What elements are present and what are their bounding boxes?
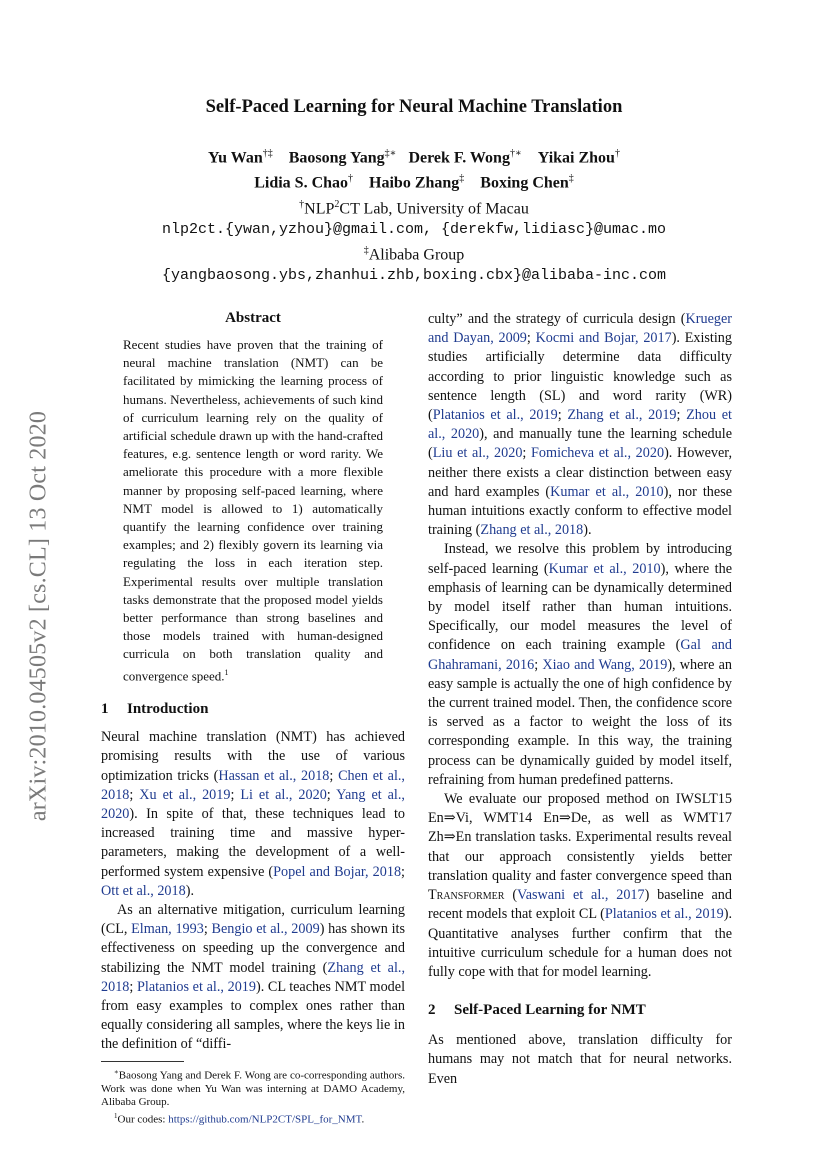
citation-link[interactable]: Xu et al., 2019 bbox=[139, 786, 231, 803]
affiliation-mark: † bbox=[348, 173, 354, 185]
affiliation-mark: †∗ bbox=[509, 148, 522, 159]
citation-link[interactable]: Zhang et al., 2018 bbox=[480, 522, 584, 539]
citation-link[interactable]: Hassan et al., 2018 bbox=[218, 767, 330, 784]
affiliation-mark: † bbox=[299, 198, 305, 210]
author-block bbox=[0, 143, 828, 286]
right-column bbox=[428, 310, 732, 1089]
model-name: Transformer bbox=[428, 887, 505, 904]
citation-link[interactable]: Platanios et al., 2019 bbox=[604, 906, 724, 923]
affiliation-name: NLP bbox=[304, 199, 335, 217]
footnote-1: ∗Baosong Yang and Derek F. Wong are co-corresponding authors. Work was done when Yu Wan was interning at DAMO Academy, Alibaba Group. bbox=[101, 1067, 405, 1109]
section-heading-spl bbox=[428, 1002, 732, 1019]
abstract-body bbox=[123, 336, 383, 685]
author-name: Yu Wan bbox=[208, 149, 263, 167]
email-line-2: {yangbaosong.ybs,zhanhui.zhb,boxing.cbx}@alibaba-inc.com bbox=[161, 267, 667, 285]
citation-link[interactable]: Liu et al., 2020 bbox=[432, 445, 523, 462]
email-line-1: nlp2ct.{ywan,yzhou}@gmail.com, {derekfw,lidiasc}@umac.mo bbox=[161, 220, 667, 238]
section-number: 1 bbox=[101, 701, 109, 718]
code-link[interactable]: https://github.com/NLP2CT/SPL_for_NMT bbox=[168, 1113, 362, 1126]
citation-link[interactable]: Zhang et al., 2018 bbox=[101, 959, 405, 995]
author-line-2 bbox=[0, 168, 828, 193]
intro-paragraph-2-cont: culty” and the strategy of curricula design (Krueger and Dayan, 2009; Kocmi and Bojar, 2017). Existing studies artificially determine data difficulty according to prior linguistic knowledge such as sentence length (SL) and word rarity (WR) (Platanios et al., 2019; Zhang et al., 2019; Zhou et al., 2020), and manually tune the learning schedule (Liu et al., 2020; Fomicheva et al., 2020). However, neither there exists a clear distinction between easy and hard examples (Kumar et al., 2010), nor these human intuitions exactly conform to effective model training (Zhang et al., 2018). bbox=[428, 311, 733, 539]
intro-paragraph-2: As an alternative mitigation, curriculum learning (CL, Elman, 1993; Bengio et al., 2009) has shown its effectiveness on speeding up the convergence and stabilizing the NMT model training (Zhang et al., 2018; Platanios et al., 2019). CL teaches NMT model from easy examples to complex ones rather than equally considering all samples, where the keys lie in the definition of “diffi- bbox=[101, 902, 406, 1053]
affiliation-2 bbox=[0, 240, 828, 265]
author-name: Baosong Yang bbox=[288, 149, 385, 167]
citation-link[interactable]: Chen et al., 2018 bbox=[101, 767, 405, 803]
affiliation-mark: ‡ bbox=[459, 173, 465, 185]
citation-link[interactable]: Krueger and Dayan, 2009 bbox=[428, 311, 732, 347]
citation-link[interactable]: Ott et al., 2018 bbox=[101, 882, 186, 899]
section-heading-intro bbox=[101, 701, 405, 718]
affiliation-name: CT Lab, University of Macau bbox=[339, 199, 529, 217]
left-column bbox=[101, 310, 405, 1127]
author-name: Derek F. Wong bbox=[408, 149, 510, 167]
citation-link[interactable]: Kumar et al., 2010 bbox=[550, 483, 664, 500]
citation-link[interactable]: Vaswani et al., 2017 bbox=[517, 887, 645, 904]
footnote-rule bbox=[101, 1061, 184, 1062]
citation-link[interactable]: Platanios et al., 2019 bbox=[137, 978, 256, 995]
citation-link[interactable]: Platanios et al., 2019 bbox=[432, 407, 558, 424]
section-number: 2 bbox=[428, 1002, 436, 1019]
citation-link[interactable]: Elman, 1993 bbox=[131, 921, 204, 938]
abstract-heading: Abstract bbox=[225, 310, 281, 326]
citation-link[interactable]: Popel and Bojar, 2018 bbox=[273, 863, 402, 880]
intro-paragraph-3: Instead, we resolve this problem by introducing self-paced learning (Kumar et al., 2010), where the emphasis of learning can be dynamically determined by model itself rather than human intuitions. Specifically, our model measures the level of confidence on each training example (Gal and Ghahramani, 2016; Xiao and Wang, 2019), where an easy sample is actually the one of high confidence by the current trained model. Then, the confidence score is served as a factor to weight the loss of its corresponding example. In this way, the training process can be dynamically guided by model itself, refraining from human predefined patterns. bbox=[428, 541, 732, 788]
affiliation-mark: ‡ bbox=[363, 244, 369, 256]
citation-link[interactable]: Kumar et al., 2010 bbox=[548, 560, 661, 577]
paper-title: Self-Paced Learning for Neural Machine Translation bbox=[205, 97, 623, 117]
footnote-mark: 1 bbox=[224, 667, 229, 677]
affiliation-mark: †‡ bbox=[262, 148, 273, 159]
intro-paragraph-1: Neural machine translation (NMT) has achieved promising results with the use of various optimization tricks (Hassan et al., 2018; Chen et al., 2018; Xu et al., 2019; Li et al., 2020; Yang et al., 2020). In spite of that, these techniques lead to increased training time and massive hyper-parameters, making the development of a well-performed system expensive (Popel and Bojar, 2018; Ott et al., 2018). bbox=[101, 729, 405, 899]
citation-link[interactable]: Bengio et al., 2009 bbox=[211, 921, 320, 938]
citation-link[interactable]: Zhou et al., 2020 bbox=[428, 407, 732, 443]
affiliation-superscript: 2 bbox=[334, 198, 340, 210]
affiliation-mark: † bbox=[614, 148, 620, 159]
arxiv-id: arXiv:2010.04505v2 [cs.CL] 13 Oct 2020 bbox=[25, 410, 52, 822]
author-name: Yikai Zhou bbox=[537, 149, 615, 167]
citation-link[interactable]: Gal and Ghahramani, 2016 bbox=[428, 637, 732, 673]
affiliation-1 bbox=[0, 194, 828, 219]
citation-link[interactable]: Zhang et al., 2019 bbox=[567, 407, 677, 424]
citation-link[interactable]: Li et al., 2020 bbox=[240, 786, 327, 803]
citation-link[interactable]: Xiao and Wang, 2019 bbox=[542, 656, 668, 673]
abstract-text: Recent studies have proven that the training of neural machine translation (NMT) can be facilitated by mimicking the learning process of humans. Nevertheless, achievements of such kind of curriculum learning rely on the quality of artificial schedule drawn up with the hand-crafted features, e.g. sentence length or word rarity. We ameliorate this procedure with a more flexible manner by proposing self-paced learning, where NMT model is allowed to 1) automatically quantify the learning confidence over training examples; and 2) flexibly govern its learning via regulating the loss in each iteration step. Experimental results over multiple translation tasks demonstrate that the proposed model yields better performance than strong baselines and those models trained with human-designed curricula on both translation quality and convergence speed. bbox=[123, 337, 383, 683]
footnote-mark: 1 bbox=[114, 1111, 118, 1120]
section-title: Introduction bbox=[127, 701, 209, 718]
spl-paragraph-1: As mentioned above, translation difficulty for humans may not match that for neural networks. Even bbox=[428, 1032, 732, 1087]
author-name: Lidia S. Chao bbox=[254, 174, 349, 192]
citation-link[interactable]: Fomicheva et al., 2020 bbox=[531, 445, 665, 462]
intro-paragraph-4: We evaluate our proposed method on IWSLT15 En⇒Vi, WMT14 En⇒De, as well as WMT17 Zh⇒En translation tasks. Experimental results reveal that our approach consistently yields better translation quality and faster convergence speed than Transformer (Vaswani et al., 2017) baseline and recent models that exploit CL (Platanios et al., 2019). Quantitative analyses further confirm that the intuitive curriculum schedule for a human does not fully cope with that for model learning. bbox=[428, 791, 733, 980]
affiliation-mark: ‡∗ bbox=[384, 148, 397, 159]
footnote-2: $^1$Our codes: https://github.com/NLP2CT/SPL_for_NMT. bbox=[114, 1111, 365, 1126]
citation-link[interactable]: Kocmi and Bojar, 2017 bbox=[535, 330, 672, 347]
citation-link[interactable]: Yang et al., 2020 bbox=[101, 786, 405, 822]
author-line-1 bbox=[0, 143, 828, 168]
section-title: Self-Paced Learning for NMT bbox=[454, 1002, 646, 1019]
affiliation-name: Alibaba Group bbox=[368, 246, 465, 264]
affiliation-mark: ‡ bbox=[568, 173, 574, 185]
footnote-mark: ∗ bbox=[114, 1067, 119, 1076]
author-name: Haibo Zhang bbox=[369, 174, 460, 192]
author-name: Boxing Chen bbox=[480, 174, 569, 192]
arxiv-stamp bbox=[16, 366, 62, 866]
